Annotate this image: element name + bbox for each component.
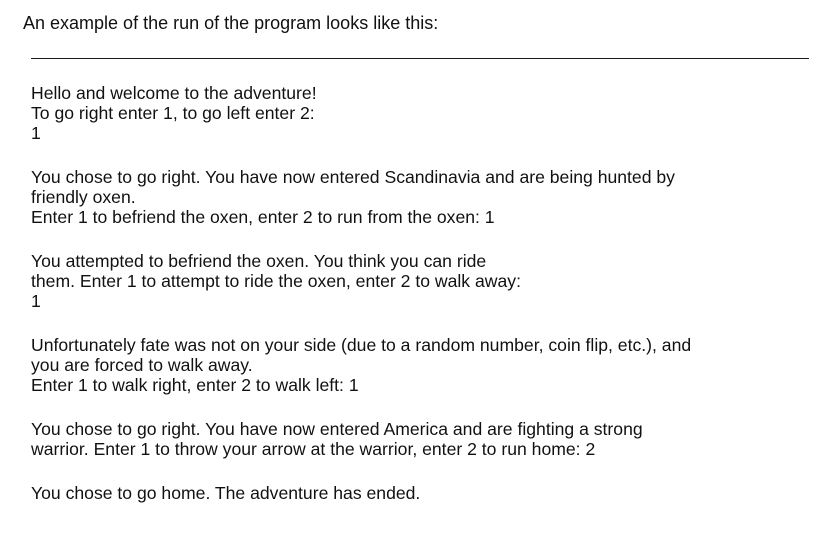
transcript-block: [31, 251, 811, 311]
transcript-line: 1: [31, 291, 41, 311]
transcript-line: You chose to go right. You have now entered Scandinavia and are being hunted by: [31, 167, 675, 187]
transcript-line: you are forced to walk away.: [31, 355, 253, 375]
transcript-line: 1: [31, 123, 41, 143]
transcript-block: [31, 167, 811, 227]
transcript-block: [31, 419, 811, 459]
transcript-line: You attempted to befriend the oxen. You think you can ride: [31, 251, 487, 271]
transcript-line: Unfortunately fate was not on your side (due to a random number, coin flip, etc.), and: [31, 335, 692, 355]
transcript-line: Enter 1 to befriend the oxen, enter 2 to run from the oxen: 1: [31, 207, 495, 227]
transcript-block: [31, 83, 811, 143]
transcript-line: You chose to go home. The adventure has ended.: [31, 483, 421, 503]
transcript-line: You chose to go right. You have now entered America and are fighting a strong: [31, 419, 643, 439]
transcript-line: them. Enter 1 to attempt to ride the oxen, enter 2 to walk away:: [31, 271, 521, 291]
transcript-line: To go right enter 1, to go left enter 2:: [31, 103, 315, 123]
transcript-line: Hello and welcome to the adventure!: [31, 83, 317, 103]
transcript-block: [31, 335, 811, 395]
horizontal-rule: [31, 58, 809, 59]
program-transcript: [31, 83, 811, 527]
transcript-line: Enter 1 to walk right, enter 2 to walk left: 1: [31, 375, 359, 395]
transcript-line: friendly oxen.: [31, 187, 136, 207]
intro-text: An example of the run of the program looks like this:: [23, 13, 439, 33]
transcript-block: [31, 483, 811, 503]
transcript-line: warrior. Enter 1 to throw your arrow at the warrior, enter 2 to run home: 2: [31, 439, 596, 459]
